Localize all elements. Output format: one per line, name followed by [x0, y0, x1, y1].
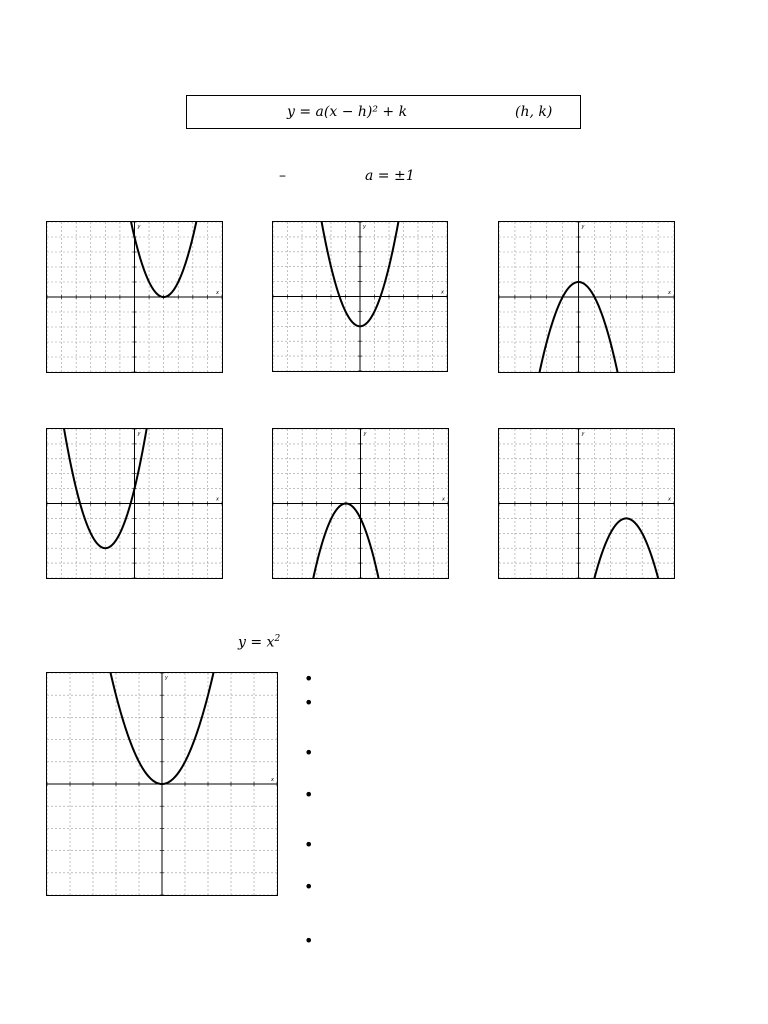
- graph-1-svg: [47, 222, 222, 372]
- y-axis-label: y: [363, 431, 367, 437]
- x-axis-label: x: [668, 496, 671, 503]
- bullet-point: •: [304, 877, 314, 896]
- x-axis-label: x: [668, 290, 671, 296]
- bullet-list: [304, 0, 314, 950]
- bullet-point: •: [304, 835, 314, 854]
- y-axis-label: y: [137, 431, 141, 437]
- parent-graph-svg: [47, 673, 277, 895]
- x-axis-label: x: [271, 777, 274, 783]
- x-axis-label: x: [216, 290, 219, 296]
- graph-3: [498, 221, 675, 373]
- graph-4-svg: [47, 429, 222, 578]
- y-axis-label: y: [581, 224, 585, 230]
- bullet-point: •: [304, 785, 314, 804]
- x-axis-label: x: [216, 496, 219, 503]
- graph-6: [498, 428, 675, 579]
- graph-2: [272, 221, 448, 372]
- parent-graph: [46, 672, 278, 896]
- x-axis-label: x: [442, 496, 445, 503]
- a-value-note: a = ±1: [365, 168, 415, 184]
- x-axis-label: x: [441, 289, 444, 296]
- parent-function-label: [238, 634, 280, 651]
- bullet-point: •: [304, 931, 314, 950]
- graph-6-svg: [499, 429, 674, 578]
- graph-5-svg: [273, 429, 448, 578]
- vertex-form-equation: y = a(x − h)² + k: [287, 104, 408, 120]
- bullet-point: •: [304, 743, 314, 762]
- graph-1: [46, 221, 223, 373]
- y-axis-label: y: [581, 431, 585, 437]
- parent-label-base: y = x: [238, 634, 275, 651]
- graph-3-svg: [499, 222, 674, 372]
- parabola-curve: [499, 518, 674, 578]
- bullet-point: •: [304, 693, 314, 712]
- y-axis-label: y: [137, 224, 141, 230]
- parent-label-exponent: 2: [274, 634, 281, 644]
- vertex-notation: (h, k): [515, 104, 553, 120]
- formula-box: [186, 95, 581, 129]
- bullet-point: •: [304, 669, 314, 688]
- graph-4: [46, 428, 223, 579]
- y-axis-label: y: [363, 224, 366, 230]
- instruction-dash: –: [279, 168, 286, 184]
- graph-5: [272, 428, 449, 579]
- graph-2-svg: [273, 222, 447, 371]
- y-axis-label: y: [165, 675, 168, 681]
